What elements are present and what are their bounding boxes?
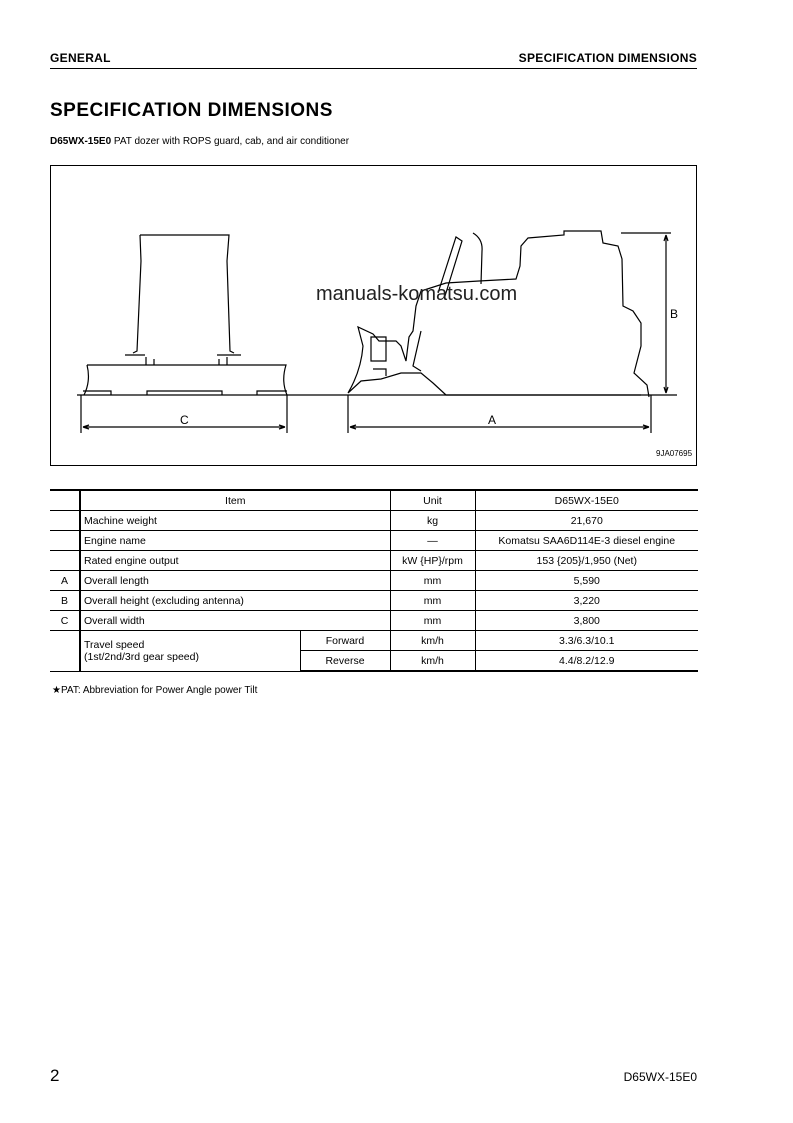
dimension-figure [50, 165, 697, 466]
dimension-a [348, 395, 651, 433]
table-row-travel-reverse: Reverse km/h 4.4/8.2/12.9 [50, 651, 698, 672]
table-row: B Overall height (excluding antenna) mm 3,220 [50, 591, 698, 611]
table-header-row: Item Unit D65WX-15E0 [50, 490, 698, 511]
footnote: ★PAT: Abbreviation for Power Angle power Tilt [52, 685, 258, 696]
spec-table [50, 489, 698, 672]
table-row-travel-forward: Travel speed (1st/2nd/3rd gear speed) Forward km/h 3.3/6.3/10.1 [50, 631, 698, 651]
header-section: GENERAL [50, 51, 111, 65]
travel-speed-label: Travel speed [84, 638, 145, 651]
table-row: Engine name — Komatsu SAA6D114E-3 diesel engine [50, 531, 698, 551]
blade-cylinder [371, 331, 421, 376]
dozer-drawing [1, 1, 793, 501]
dimension-b [621, 233, 671, 393]
front-view-cab [133, 235, 234, 353]
table-row: C Overall width mm 3,800 [50, 611, 698, 631]
subtitle-desc: PAT dozer with ROPS guard, cab, and air conditioner [111, 136, 350, 147]
page-title: SPECIFICATION DIMENSIONS [50, 100, 333, 121]
header-title: SPECIFICATION DIMENSIONS [518, 51, 697, 65]
label-b: B [670, 307, 679, 321]
travel-speed-sublabel: (1st/2nd/3rd gear speed) [84, 650, 199, 663]
table-row: A Overall length mm 5,590 [50, 571, 698, 591]
side-view-outline [348, 231, 649, 397]
table-row: Rated engine output kW {HP}/rpm 153 {205}/1,950 (Net) [50, 551, 698, 571]
label-c: C [180, 413, 189, 427]
label-a: A [488, 413, 497, 427]
front-view-mounts [125, 355, 241, 365]
figure-code: 9JA07695 [656, 449, 693, 458]
subtitle-model: D65WX-15E0 [50, 136, 112, 147]
exhaust-stack [473, 233, 482, 284]
table-row: Machine weight kg 21,670 [50, 511, 698, 531]
page-number: 2 [50, 1066, 60, 1085]
watermark: manuals-komatsu.com [316, 283, 518, 305]
footer-model: D65WX-15E0 [623, 1070, 697, 1084]
